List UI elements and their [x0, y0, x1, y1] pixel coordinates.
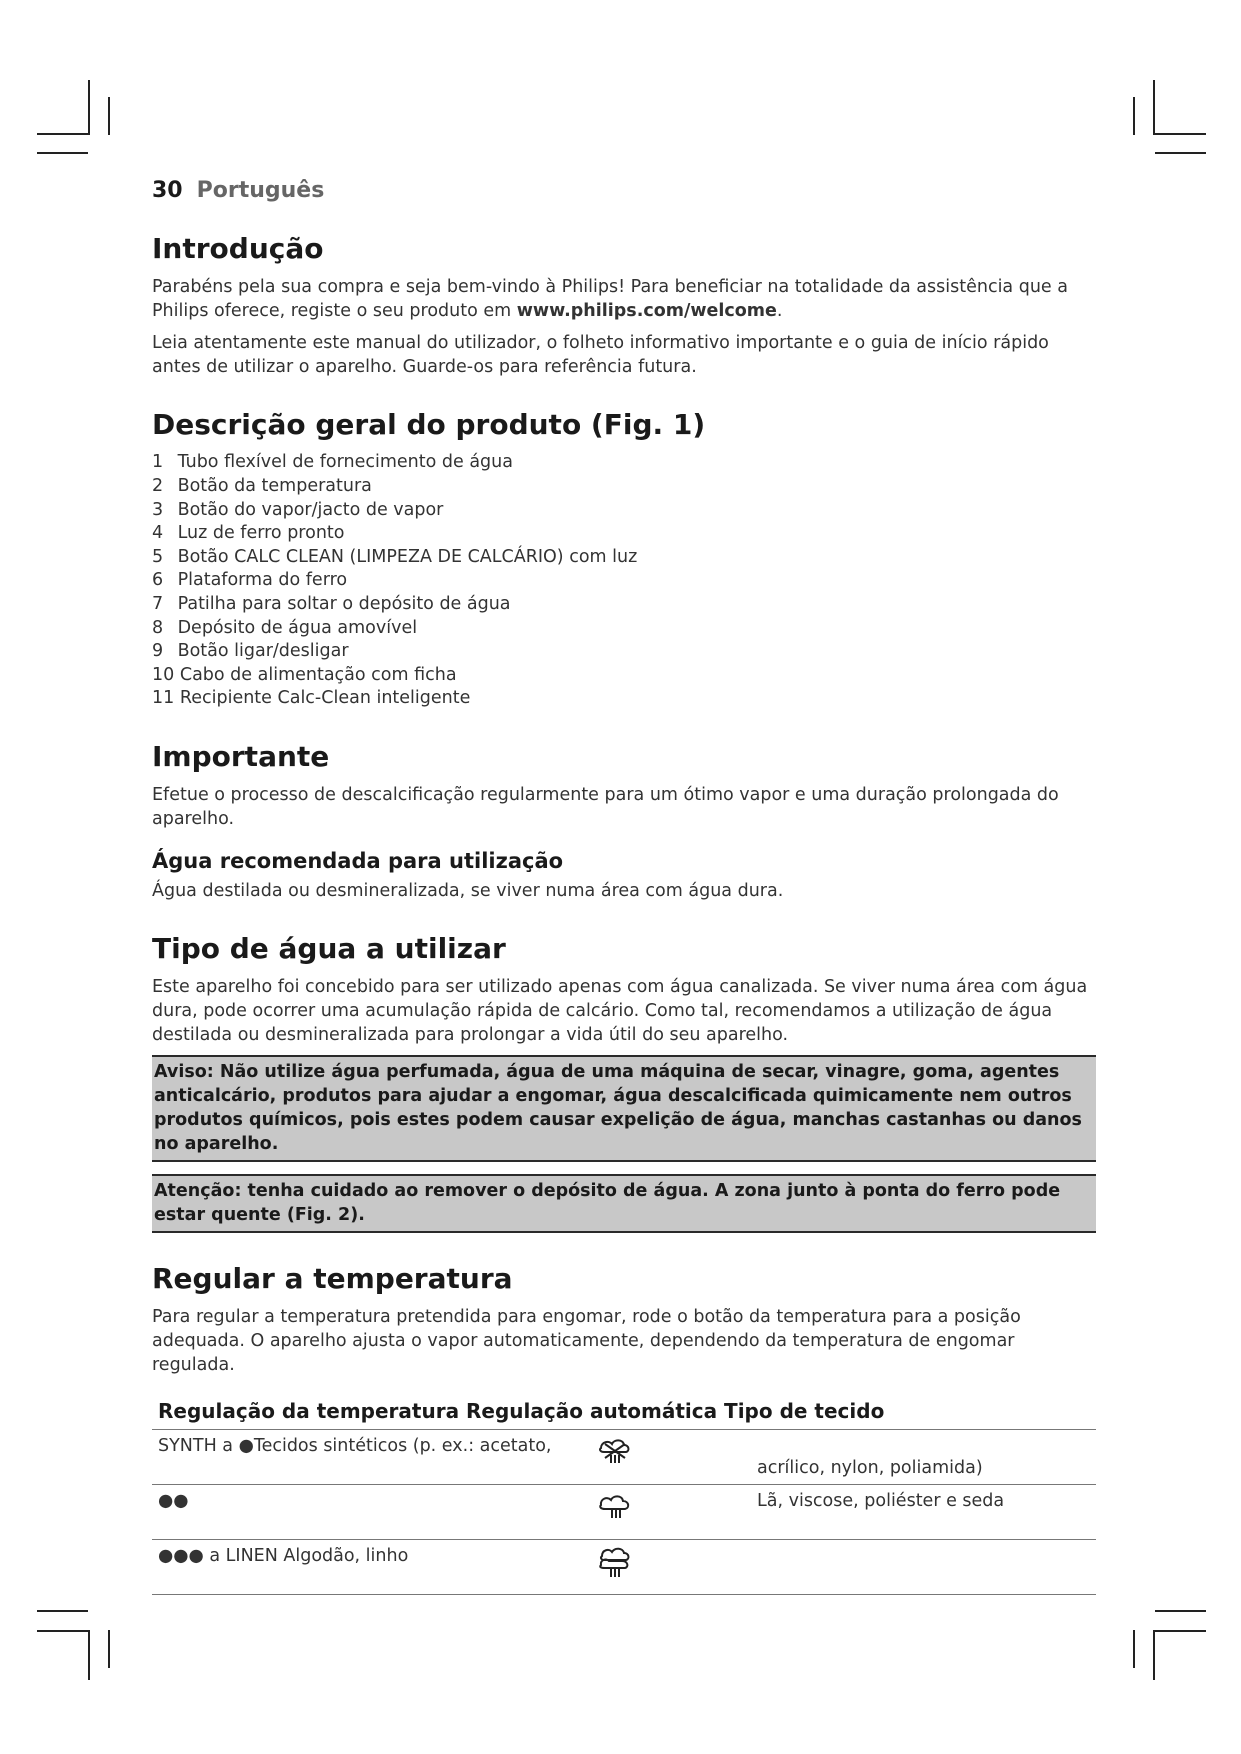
water-type-section	[152, 933, 1096, 1233]
part-number: 2	[152, 475, 164, 496]
part-label: Luz de ferro pronto	[177, 523, 345, 544]
part-label: Recipiente Calc-Clean inteligente	[179, 688, 471, 709]
table-row	[152, 1540, 1096, 1595]
crop-mark	[37, 1630, 88, 1632]
auto-setting-cell	[589, 1540, 751, 1595]
fabric-type-text: acrílico, nylon, poliamida)	[757, 1458, 983, 1479]
temperature-setting-cell: ●●● a LINEN Algodão, linho	[152, 1540, 589, 1595]
part-number: 11	[152, 688, 175, 709]
steam-high-icon	[595, 1546, 635, 1580]
philips-welcome-link[interactable]: www.philips.com/welcome	[516, 301, 777, 322]
list-item	[152, 451, 1096, 475]
important-paragraph: Efetue o processo de descalcificação regularmente para um ótimo vapor e uma duração prolongada do aparelho.	[152, 785, 1059, 830]
crop-mark	[1133, 97, 1135, 135]
part-label: Plataforma do ferro	[177, 570, 348, 591]
part-number: 5	[152, 546, 164, 567]
list-item	[152, 593, 1096, 617]
crop-mark	[1155, 133, 1206, 135]
intro-p1-text: Parabéns pela sua compra e seja bem-vindo à Philips! Para beneficiar na totalidade da assistência que a Philips oferece, registe o seu produto em	[152, 277, 1068, 322]
temperature-setting-cell: SYNTH a ●Tecidos sintéticos (p. ex.: acetato,	[152, 1430, 589, 1485]
water-type-paragraph: Este aparelho foi concebido para ser utilizado apenas com água canalizada. Se viver numa área com água dura, pode ocorrer uma acumulação rápida de calcário. Como tal, recomendamos a utilização de água destilada ou desmineralizada para prolongar a vida útil do seu aparelho.	[152, 977, 1088, 1046]
crop-mark	[88, 1630, 90, 1680]
list-item	[152, 617, 1096, 641]
fabric-type-cell	[751, 1430, 1096, 1485]
crop-mark	[37, 1610, 88, 1612]
list-item	[152, 640, 1096, 664]
temperature-setting-cell: ●●	[152, 1485, 589, 1540]
temperature-section	[152, 1263, 1096, 1595]
list-item	[152, 475, 1096, 499]
crop-mark	[1153, 1630, 1155, 1680]
parts-list	[152, 451, 1096, 711]
part-label: Botão do vapor/jacto de vapor	[177, 499, 444, 520]
part-number: 1	[152, 452, 164, 473]
auto-setting-cell	[589, 1485, 751, 1540]
table-row	[152, 1485, 1096, 1540]
page-content	[152, 178, 1096, 1595]
list-item	[152, 664, 1096, 688]
warning-box: Aviso: Não utilize água perfumada, água de uma máquina de secar, vinagre, goma, agentes anticalcário, produtos para ajudar a engomar, água descalcificada quimicamente nem outros produtos químicos, pois estes podem causar expelição de água, manchas castanhas ou danos no aparelho.	[152, 1055, 1096, 1162]
intro-paragraph-1	[152, 275, 1096, 323]
recommended-water-paragraph: Água destilada ou desmineralizada, se viver numa área com água dura.	[152, 881, 784, 902]
list-item	[152, 522, 1096, 546]
steam-low-icon	[595, 1436, 635, 1468]
crop-mark	[108, 1630, 110, 1668]
list-item	[152, 499, 1096, 523]
part-label: Patilha para soltar o depósito de água	[177, 593, 511, 614]
crop-mark	[108, 97, 110, 135]
temperature-paragraph: Para regular a temperatura pretendida para engomar, rode o botão da temperatura para a posição adequada. O aparelho ajusta o vapor automaticamente, dependendo da temperatura de engomar regulada.	[152, 1307, 1021, 1376]
table-header: Regulação da temperatura Regulação automática Tipo de tecido	[152, 1399, 1096, 1430]
crop-mark	[1155, 152, 1206, 154]
part-label: Botão ligar/desligar	[177, 641, 349, 662]
part-label: Cabo de alimentação com ficha	[179, 664, 457, 685]
part-number: 6	[152, 570, 164, 591]
fabric-type-cell: Lã, viscose, poliéster e seda	[751, 1485, 1096, 1540]
auto-setting-cell	[589, 1430, 751, 1485]
list-item	[152, 546, 1096, 570]
overview-title: Descrição geral do produto (Fig. 1)	[152, 408, 706, 442]
crop-mark	[37, 133, 88, 135]
table-row	[152, 1430, 1096, 1485]
page-number: 30	[152, 178, 183, 203]
crop-mark	[1155, 1630, 1206, 1632]
steam-medium-icon	[595, 1491, 635, 1523]
intro-paragraph-2: Leia atentamente este manual do utilizador, o folheto informativo importante e o guia de início rápido antes de utilizar o aparelho. Guarde-os para referência futura.	[152, 333, 1049, 378]
running-head	[152, 178, 1096, 203]
water-type-title: Tipo de água a utilizar	[152, 932, 506, 966]
part-number: 7	[152, 593, 164, 614]
overview-section	[152, 409, 1096, 711]
intro-section	[152, 233, 1096, 379]
part-label: Tubo flexível de fornecimento de água	[177, 452, 513, 473]
part-number: 3	[152, 499, 164, 520]
intro-title: Introdução	[152, 232, 324, 265]
list-item	[152, 687, 1096, 711]
table-header-row	[152, 1399, 1096, 1430]
fabric-type-cell	[751, 1540, 1096, 1595]
part-label: Botão da temperatura	[177, 475, 372, 496]
caution-box: Atenção: tenha cuidado ao remover o depósito de água. A zona junto à ponta do ferro pode estar quente (Fig. 2).	[152, 1174, 1096, 1233]
part-number: 10	[152, 664, 175, 685]
crop-mark	[1155, 1610, 1206, 1612]
part-number: 4	[152, 523, 164, 544]
page-language: Português	[196, 178, 325, 203]
part-label: Depósito de água amovível	[177, 617, 418, 638]
list-item	[152, 569, 1096, 593]
part-number: 8	[152, 617, 164, 638]
recommended-water-title: Água recomendada para utilização	[152, 849, 564, 874]
crop-mark	[1153, 80, 1155, 135]
crop-mark	[1133, 1630, 1135, 1668]
important-section	[152, 741, 1096, 903]
intro-p1-end: .	[776, 301, 783, 322]
crop-mark	[88, 80, 90, 135]
crop-mark	[37, 152, 88, 154]
temperature-table	[152, 1399, 1096, 1595]
part-label: Botão CALC CLEAN (LIMPEZA DE CALCÁRIO) com luz	[177, 546, 638, 567]
part-number: 9	[152, 641, 164, 662]
temperature-title: Regular a temperatura	[152, 1262, 513, 1296]
important-title: Importante	[152, 739, 330, 773]
